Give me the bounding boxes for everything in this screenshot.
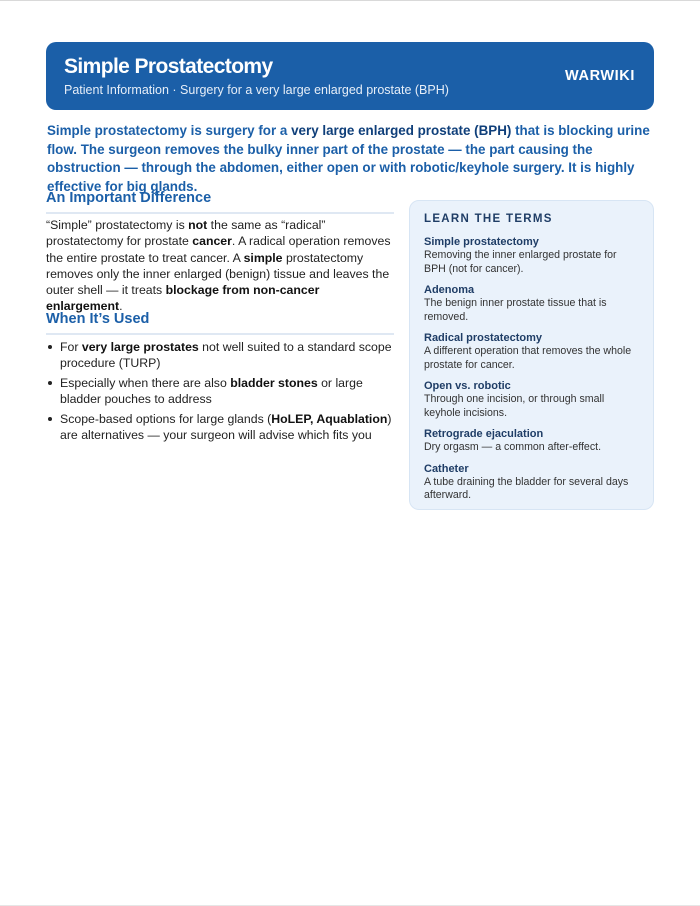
- term-definition: Removing the inner enlarged prostate for BPH (not for cancer).: [424, 249, 617, 275]
- term-definition: A tube draining the bladder for several days afterward.: [424, 475, 629, 501]
- term-name: Radical prostatectomy: [424, 332, 542, 344]
- intro-text-1: Simple prostatectomy is surgery for a: [47, 123, 292, 138]
- term-item: [424, 331, 639, 372]
- brand-logo: WARWIKI: [565, 68, 635, 84]
- item-text: or large bladder pouches to address: [60, 376, 363, 406]
- diff-bold-1: not: [188, 218, 208, 232]
- intro-paragraph: [47, 122, 662, 196]
- diff-text-4: prostatectomy removes only the inner enlarged (benign) tissue and leaves the outer shell — it treats: [46, 250, 390, 298]
- top-rule: [0, 0, 700, 1]
- term-name: Retrograde ejaculation: [424, 428, 544, 440]
- item-bold: HoLEP, Aquablation: [271, 412, 388, 426]
- term-name: Adenoma: [424, 284, 475, 296]
- terms-sidebar: [409, 200, 654, 510]
- term-item: [424, 427, 639, 455]
- term-definition: The benign inner prostate tissue that is removed.: [424, 297, 607, 323]
- term-item: [424, 235, 639, 276]
- diff-text-3: . A radical operation removes the entire prostate to treat cancer. A: [46, 234, 391, 265]
- term-item: [424, 283, 639, 324]
- item-text: Scope-based options for large glands (: [60, 412, 272, 426]
- header-banner: [46, 42, 654, 110]
- diff-bold-4: blockage from non-cancer enlargement: [46, 283, 320, 314]
- term-name: Open vs. robotic: [424, 380, 511, 392]
- page-title: Simple Prostatectomy: [64, 55, 273, 78]
- term-name: Catheter: [424, 462, 469, 475]
- term-name: Simple prostatectomy: [424, 236, 539, 248]
- when-used-list: [46, 339, 398, 447]
- diff-text-5: .: [119, 299, 123, 314]
- section-heading-when-used: When It’s Used: [46, 311, 394, 335]
- list-item: [46, 411, 398, 443]
- item-bold: bladder stones: [230, 376, 318, 390]
- list-item: [46, 339, 398, 371]
- term-item: [424, 462, 639, 503]
- item-bold: very large prostates: [81, 340, 199, 354]
- terms-title: LEARN THE TERMS: [424, 213, 553, 225]
- term-definition: Dry orgasm — a common after-effect.: [424, 441, 602, 453]
- diff-bold-3: simple: [243, 250, 283, 265]
- intro-bold: very large enlarged prostate (BPH): [291, 123, 512, 138]
- list-item: [46, 375, 398, 407]
- item-text: not well suited to a standard scope procedure (TURP): [60, 340, 392, 370]
- difference-paragraph: [46, 217, 398, 315]
- term-definition: A different operation that removes the whole prostate for cancer.: [424, 345, 632, 371]
- item-text: Especially when there are also: [60, 376, 231, 390]
- term-item: [424, 379, 639, 420]
- intro-text-2: that is blocking urine flow. The surgeon removes the bulky inner part of the prostate — the part causing the obstruction — through the abdomen, either open or with robotic/keyhole surgery. It is highly effective for big glands.: [47, 123, 650, 194]
- item-text: ) are alternatives — your surgeon will advise which fits you: [60, 412, 392, 442]
- diff-text-1: “Simple” prostatectomy is: [46, 218, 189, 232]
- section-heading-difference: An Important Difference: [46, 190, 394, 214]
- item-text: For: [60, 340, 82, 354]
- diff-text-2: the same as “radical” prostatectomy for prostate: [46, 218, 326, 249]
- page-subtitle: Patient Information · Surgery for a very large enlarged prostate (BPH): [64, 83, 449, 97]
- diff-bold-2: cancer: [192, 234, 232, 249]
- term-definition: Through one incision, or through small keyhole incisions.: [424, 393, 605, 419]
